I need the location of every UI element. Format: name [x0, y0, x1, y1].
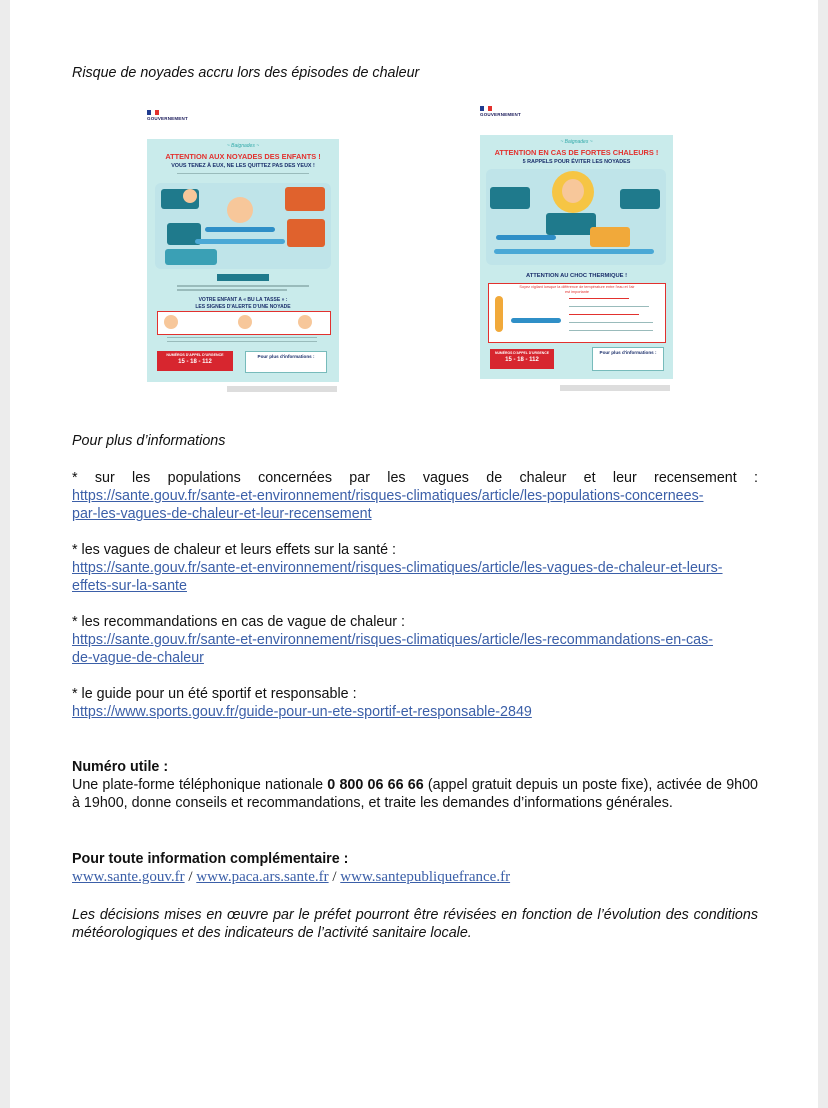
alert-subtitle: LES SIGNES D'ALERTE D'UNE NOYADE	[195, 304, 291, 310]
complementary-links: www.sante.gouv.fr / www.paca.ars.sante.fr / www.santepubliquefrance.fr	[72, 869, 511, 885]
alert-title: VOTRE ENFANT A « BU LA TASSE » :	[198, 297, 288, 303]
link-sante-gouv[interactable]: www.sante.gouv.fr	[72, 869, 185, 885]
info-link[interactable]: https://sante.gouv.fr/sante-et-environnement/risques-climatiques/article/les-vagues-de-chaleur-et-leurs- effets-sur-la-sante	[72, 560, 723, 594]
link-paca-ars[interactable]: www.paca.ars.sante.fr	[196, 869, 329, 885]
government-label: GOUVERNEMENT	[480, 112, 521, 117]
info-link[interactable]: https://www.sports.gouv.fr/guide-pour-un-ete-sportif-et-responsable-2849	[72, 704, 532, 720]
info-item-text: * le guide pour un été sportif et responsable :	[72, 686, 357, 702]
complementary-heading: Pour toute information complémentaire :	[72, 851, 349, 867]
info-link[interactable]: https://sante.gouv.fr/sante-et-environnement/risques-climatiques/article/les-populations-concernees- par-les-vagues-de-chaleur-et-leur-recensement	[72, 488, 704, 522]
poster-title: ATTENTION EN CAS DE FORTES CHALEURS !	[494, 148, 659, 157]
government-logo	[480, 106, 521, 117]
info-item-text: * les vagues de chaleur et leurs effets sur la santé :	[72, 542, 396, 558]
section-title: Risque de noyades accru lors des épisodes de chaleur	[72, 65, 420, 81]
info-link[interactable]: https://sante.gouv.fr/sante-et-environnement/risques-climatiques/article/les-recommandations-en-cas- de-vague-de-chaleur	[72, 632, 713, 666]
poster-subtitle: ~ Baignades ~	[560, 139, 593, 145]
poster-subtitle: ~ Baignades ~	[226, 143, 260, 149]
poster-title: ATTENTION AUX NOYADES DES ENFANTS !	[165, 152, 321, 161]
government-label: GOUVERNEMENT	[147, 116, 188, 121]
poster-heat-drowning	[480, 106, 680, 396]
poster-headline: VOUS TENEZ À EUX, NE LES QUITTEZ PAS DES YEUX !	[171, 163, 315, 169]
useful-number-text: Une plate-forme téléphonique nationale 0 800 06 66 66 (appel gratuit depuis un poste fixe), activée de 9h00 à 19h00, donne conseils et recommandations, et traite les demandes d’informations générales.	[72, 777, 759, 811]
alert-title: ATTENTION AU CHOC THERMIQUE !	[525, 273, 628, 279]
poster-headline: 5 RAPPELS POUR ÉVITER LES NOYADES	[522, 159, 631, 165]
info-box: Pour plus d'informations :	[245, 351, 327, 373]
useful-number-heading: Numéro utile :	[72, 759, 169, 775]
info-box: Pour plus d'informations :	[592, 347, 664, 371]
phone-number: 0 800 06 66 66	[327, 777, 424, 793]
info-item-text: * les recommandations en cas de vague de chaleur :	[72, 614, 405, 630]
emergency-numbers: NUMÉROS D'APPEL D'URGENCE 15 - 18 - 112	[490, 349, 554, 369]
alert-signs-box	[157, 311, 331, 335]
more-info-heading: Pour plus d’informations	[72, 433, 226, 449]
poster-children-drowning	[147, 110, 347, 400]
info-item-text: * sur les populations concernées par les vagues de chaleur et leur recensement :	[72, 470, 758, 486]
link-santepubliquefrance[interactable]: www.santepubliquefrance.fr	[340, 869, 511, 885]
heat-swimming-illustration	[486, 169, 666, 265]
thermal-shock-box: Soyez vigilant lorsque la différence de température entre l'eau et l'air est importante	[488, 283, 666, 343]
closing-note: Les décisions mises en œuvre par le préfet pourront être révisées en fonction de l’évolution des conditions météorologiques et des indicateurs de l’activité sanitaire locale.	[72, 907, 758, 941]
document-page	[10, 0, 818, 1108]
emergency-numbers: NUMÉROS D'APPEL D'URGENCE 15 - 18 - 112	[157, 351, 233, 371]
swimming-illustration	[155, 183, 331, 269]
government-logo	[147, 110, 188, 121]
